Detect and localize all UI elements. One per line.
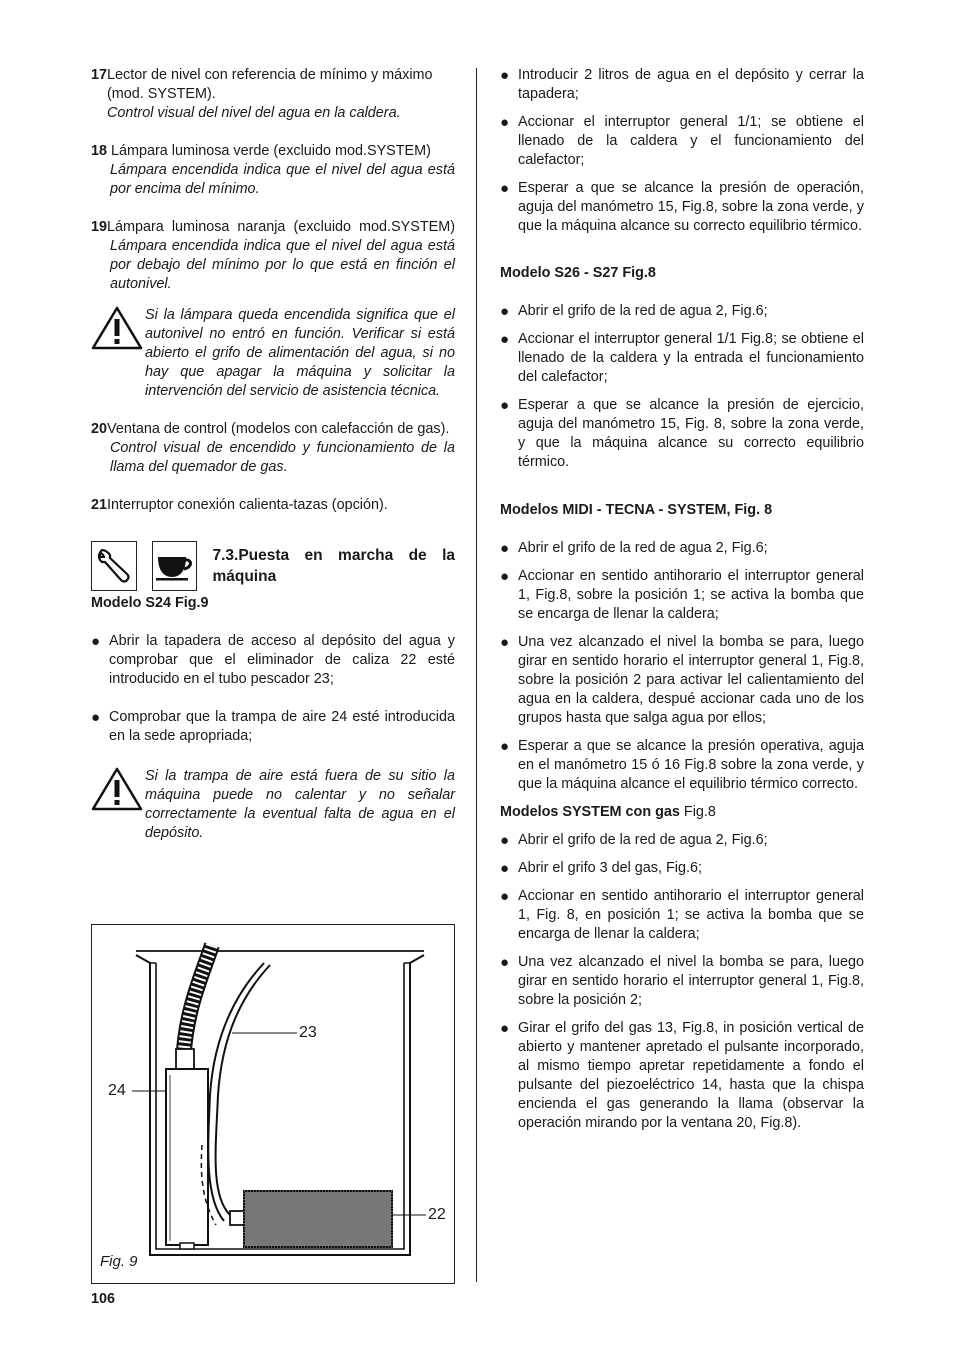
bullet-dot: ● [500,860,510,877]
bullet-item [500,737,864,794]
figure-9 [91,924,455,1284]
bullet-dot: ● [500,540,510,557]
item-text: Ventana de control (modelos con calefacción de gas). [107,421,450,437]
bullet-text: Accionar en sentido antihorario el interruptor general 1, Fig.8, sobre la posición 1; se activa la bomba que se encarga de llenar la caldera; [518,568,864,622]
model-midi-heading: Modelos MIDI - TECNA - SYSTEM, Fig. 8 [500,502,773,518]
bullet-dot: ● [500,67,510,84]
bullet-text: Abrir la tapadera de acceso al depósito del agua y comprobar que el eliminador de caliza 22 esté introducido en el tubo pescador 23; [109,633,455,687]
bullet-dot: ● [91,633,101,650]
bullet-dot: ● [500,832,510,849]
callout-23: 23 [299,1024,317,1041]
warning-block-2 [91,767,455,843]
item-20-note: Control visual de encendido y funcionamiento de la llama del quemador de gas. [110,440,455,475]
item-text: Interruptor conexión calienta-tazas (opción). [107,497,388,513]
bullet-text: Esperar a que se alcance la presión operativa, aguja en el manómetro 15 ó 16 Fig.8 sobre la zona verde, y que la máquina alcance el equilibrio térmico correcto. [518,738,864,792]
item-17 [91,66,455,123]
bullet-item [500,1019,864,1133]
warning-text: Si la lámpara queda encendida significa que el autonivel no entró en función. Verificar si está abierto el grifo de alimentación del agua, si no hay que apagar la máquina y solicitar la intervención del servicio de asistencia técnica. [145,307,455,399]
bullet-dot: ● [500,634,510,651]
wrench-icon [91,541,137,591]
item-19-note: Lámpara encendida indica que el nivel del agua está por debajo del mínimo por lo que está en finción el autonivel. [110,238,455,292]
bullet-text: Comprobar que la trampa de aire 24 esté introducida en la sede apropriada; [109,709,455,744]
bullet-dot: ● [500,568,510,585]
item-text: Lector de nivel con referencia de mínimo y máximo (mod. SYSTEM). [107,67,433,102]
bullet-dot: ● [500,180,510,197]
right-column [500,66,864,1142]
bullet-text: Girar el grifo del gas 13, Fig.8, in posición vertical de abierto y mantener apretado el pulsante incorporado, al mismo tiempo apretar repetidamente a fondo el pulsante del piezoeléctrico 14, hasta que la chispa encienda el gas generando la llama (observar la operación mirando por la ventana 20, Fig.8). [518,1020,864,1131]
item-number: 19 [91,219,108,235]
bullet-dot: ● [500,1020,510,1037]
item-number: 20 [91,421,108,437]
bullet-item [500,633,864,728]
bullet-item [500,887,864,944]
bullet-item [500,113,864,170]
bullet-dot: ● [500,114,510,131]
item-18-note: Lámpara encendida indica que el nivel del agua está por encima del mínimo. [110,162,455,197]
model-s26-heading: Modelo S26 - S27 Fig.8 [500,265,656,281]
bullet-item [500,396,864,472]
bullet-item [500,859,864,878]
callout-22: 22 [428,1206,446,1223]
bullet-text: Una vez alcanzado el nivel la bomba se para, luego girar en sentido horario el interruptor general 1, Fig.8, sobre la posición 2 para activar lel calientamiento del agua en la caldera, despué accionar cada uno de los grupos hasta que salga agua por ellos; [518,634,864,726]
model-gas-heading-bold: Modelos SYSTEM con gas [500,804,680,820]
bullet-item [91,708,455,746]
bullet-text: Abrir el grifo de la red de agua 2, Fig.6; [518,540,768,556]
bullet-text: Accionar en sentido antihorario el interruptor general 1, Fig. 8, en posición 1; se activa la bomba que se encarga de llenar la caldera; [518,888,864,942]
bullet-item [500,567,864,624]
item-text-wrap [107,218,455,237]
item-number: 17 [91,67,108,83]
bullet-item [91,632,455,689]
bullet-text: Introducir 2 litros de agua en el depósito y cerrar la tapadera; [518,67,864,102]
section-heading-row [91,541,455,591]
bullet-item [500,179,864,236]
item-note: Control visual del nivel del agua en la caldera. [107,105,401,121]
bullet-item [500,539,864,558]
bullet-text: Abrir el grifo de la red de agua 2, Fig.6; [518,832,768,848]
bullet-dot: ● [500,888,510,905]
left-column [91,66,455,843]
bullet-dot: ● [91,709,101,726]
warning-icon [91,306,145,350]
warning-block-1 [91,306,455,401]
bullet-item [500,66,864,104]
bullet-dot: ● [500,397,510,414]
bullet-dot: ● [500,303,510,320]
bullet-text: Esperar a que se alcance la presión de ejercicio, aguja del manómetro 15, Fig. 8, sobre la zona verde, y que la máquina alcance su correcto equilibrio térmico. [518,397,864,470]
tank-illustration [92,925,454,1283]
model-gas-heading-ref: Fig.8 [683,804,716,820]
bullet-dot: ● [500,331,510,348]
figure-caption: Fig. 9 [100,1253,138,1270]
item-19 [91,218,455,237]
model-gas-heading [500,803,864,822]
item-20 [91,420,455,439]
item-number: 18 [91,143,108,159]
warning-text: Si la trampa de aire está fuera de su sitio la máquina puede no calentar y no señalar correctamente la eventual falta de agua en el depósito. [145,768,455,841]
model-s24-heading: Modelo S24 Fig.9 [91,595,209,611]
bullet-text: Abrir el grifo de la red de agua 2, Fig.6; [518,303,768,319]
item-21 [91,496,455,515]
bullet-text: Una vez alcanzado el nivel la bomba se para, luego girar en sentido horario el interruptor general 1, Fig.8, sobre la posición 2; [518,954,864,1008]
column-divider [476,68,477,1282]
bullet-item [500,953,864,1010]
bullet-text: Accionar el interruptor general 1/1 Fig.8; se obtiene el llenado de la caldera y la entrada el funcionamiento del calefactor; [518,331,864,385]
callout-24: 24 [108,1082,126,1099]
section-title: 7.3.Puesta en marcha de la máquina [212,547,455,585]
bullet-dot: ● [500,738,510,755]
bullet-item [500,330,864,387]
coffee-cup-icon [152,541,198,591]
bullet-item [500,302,864,321]
item-text: Lámpara luminosa naranja (excluido mod.SYSTEM) [107,219,455,235]
bullet-text: Accionar el interruptor general 1/1; se obtiene el llenado de la caldera y el funcionamiento del calefactor; [518,114,864,168]
item-text: Lámpara luminosa verde (excluido mod.SYSTEM) [111,143,431,159]
bullet-text: Esperar a que se alcance la presión de operación, aguja del manómetro 15, Fig.8, sobre la zona verde, y que la máquina alcance su correcto equilibrio térmico. [518,180,864,234]
bullet-text: Abrir el grifo 3 del gas, Fig.6; [518,860,702,876]
item-number: 21 [91,497,108,513]
bullet-dot: ● [500,954,510,971]
item-18 [91,142,455,161]
bullet-item [500,831,864,850]
warning-icon [91,767,145,811]
page-number: 106 [91,1291,116,1307]
